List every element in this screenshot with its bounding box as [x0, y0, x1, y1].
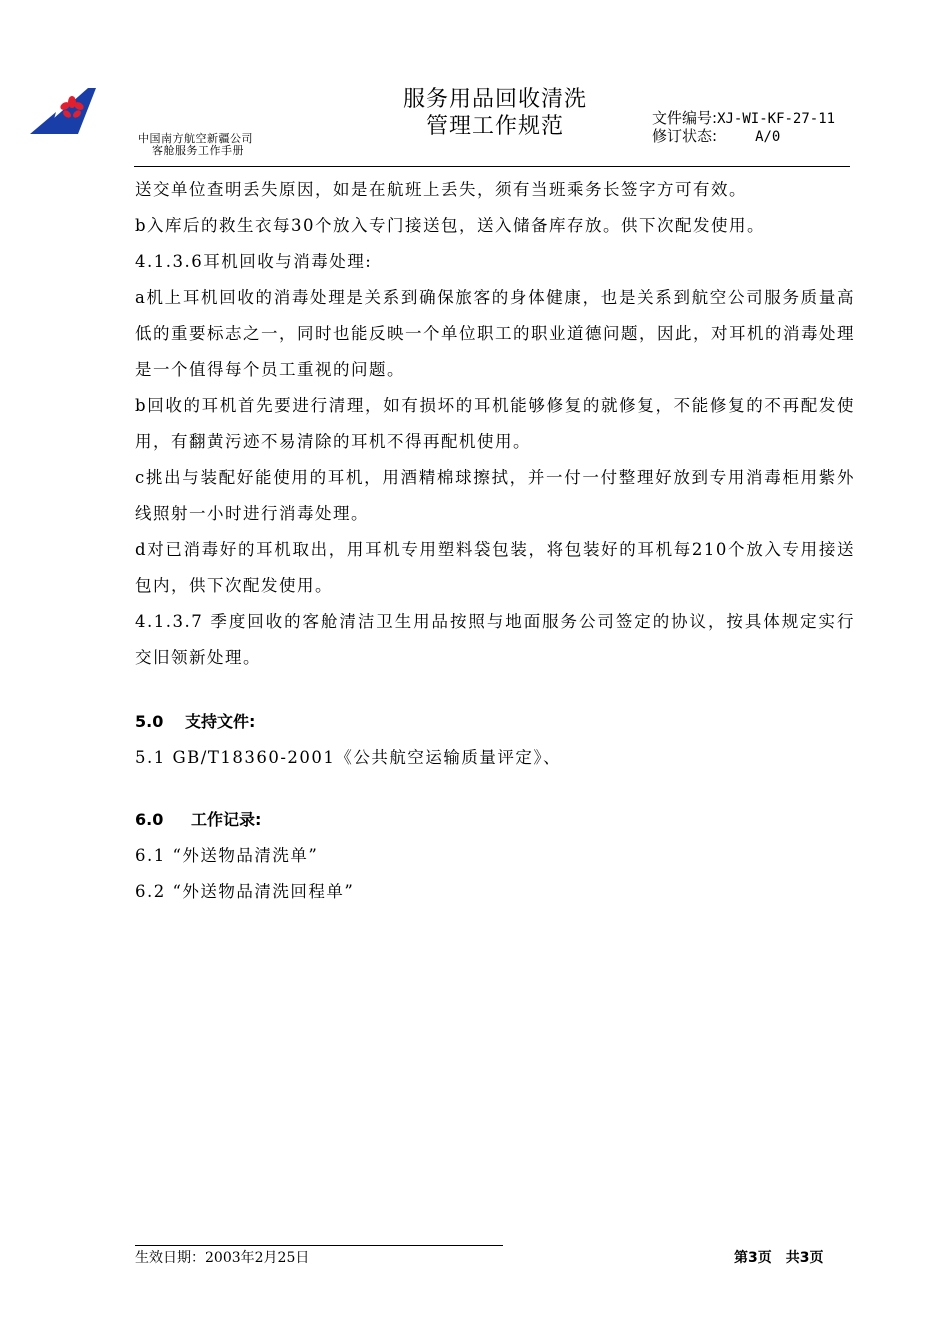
china-southern-logo-icon — [26, 86, 96, 136]
body-paragraph: c挑出与装配好能使用的耳机，用酒精棉球擦拭，并一付一付整理好放到专用消毒柜用紫外线照射一小时进行消毒处理。 — [135, 468, 855, 523]
section-6-heading — [135, 802, 855, 838]
revision-value: A/0 — [755, 129, 781, 145]
page-number — [734, 1247, 824, 1267]
page-current: 第3页 — [734, 1250, 772, 1266]
section-5-heading — [135, 704, 855, 740]
doc-number-value: XJ-WI-KF-27-11 — [717, 111, 836, 127]
revision-label: 修订状态: — [652, 127, 718, 145]
section-5-number: 5.0 — [135, 712, 164, 731]
document-title — [380, 86, 610, 140]
doc-number-label: 文件编号: — [652, 109, 718, 127]
manual-name: 客舱服务工作手册 — [152, 144, 244, 157]
title-line-2: 管理工作规范 — [425, 114, 564, 139]
section-6-item: 6.2 “外送物品清洗回程单” — [135, 882, 355, 901]
body-paragraph: 4.1.3.7 季度回收的客舱清洁卫生用品按照与地面服务公司签定的协议，按具体规定实行交旧领新处理。 — [135, 612, 855, 667]
company-name: 中国南方航空新疆公司 — [138, 132, 253, 145]
effective-date: 生效日期：2003年2月25日 — [135, 1250, 310, 1266]
footer-divider — [135, 1245, 503, 1246]
body-paragraph: 送交单位查明丢失原因，如是在航班上丢失，须有当班乘务长签字方可有效。 — [135, 180, 747, 199]
page-total: 共3页 — [785, 1250, 824, 1266]
body-paragraph: 4.1.3.6耳机回收与消毒处理: — [135, 252, 373, 271]
body-paragraph: b回收的耳机首先要进行清理，如有损坏的耳机能够修复的就修复，不能修复的不再配发使用，有翻黄污迹不易清除的耳机不得再配机使用。 — [135, 396, 855, 451]
company-block — [138, 133, 253, 157]
body-paragraph: b入库后的救生衣每30个放入专门接送包，送入储备库存放。供下次配发使用。 — [135, 216, 766, 235]
section-6-item: 6.1 “外送物品清洗单” — [135, 846, 319, 865]
document-body — [135, 172, 855, 910]
section-6-title: 工作记录: — [191, 810, 262, 829]
section-6-number: 6.0 — [135, 810, 164, 829]
title-line-1: 服务用品回收清洗 — [402, 87, 587, 112]
page-header — [0, 0, 950, 170]
section-5-item: 5.1 GB/T18360-2001《公共航空运输质量评定》、 — [135, 748, 562, 767]
document-meta — [652, 110, 835, 146]
section-5-title: 支持文件: — [185, 712, 256, 731]
header-divider — [134, 166, 850, 167]
body-paragraph: a机上耳机回收的消毒处理是关系到确保旅客的身体健康，也是关系到航空公司服务质量高低的重要标志之一，同时也能反映一个单位职工的职业道德问题，因此，对耳机的消毒处理是一个值得每个员工重视的问题。 — [135, 288, 855, 379]
body-paragraph: d对已消毒好的耳机取出，用耳机专用塑料袋包装，将包装好的耳机每210个放入专用接送包内，供下次配发使用。 — [135, 540, 855, 595]
